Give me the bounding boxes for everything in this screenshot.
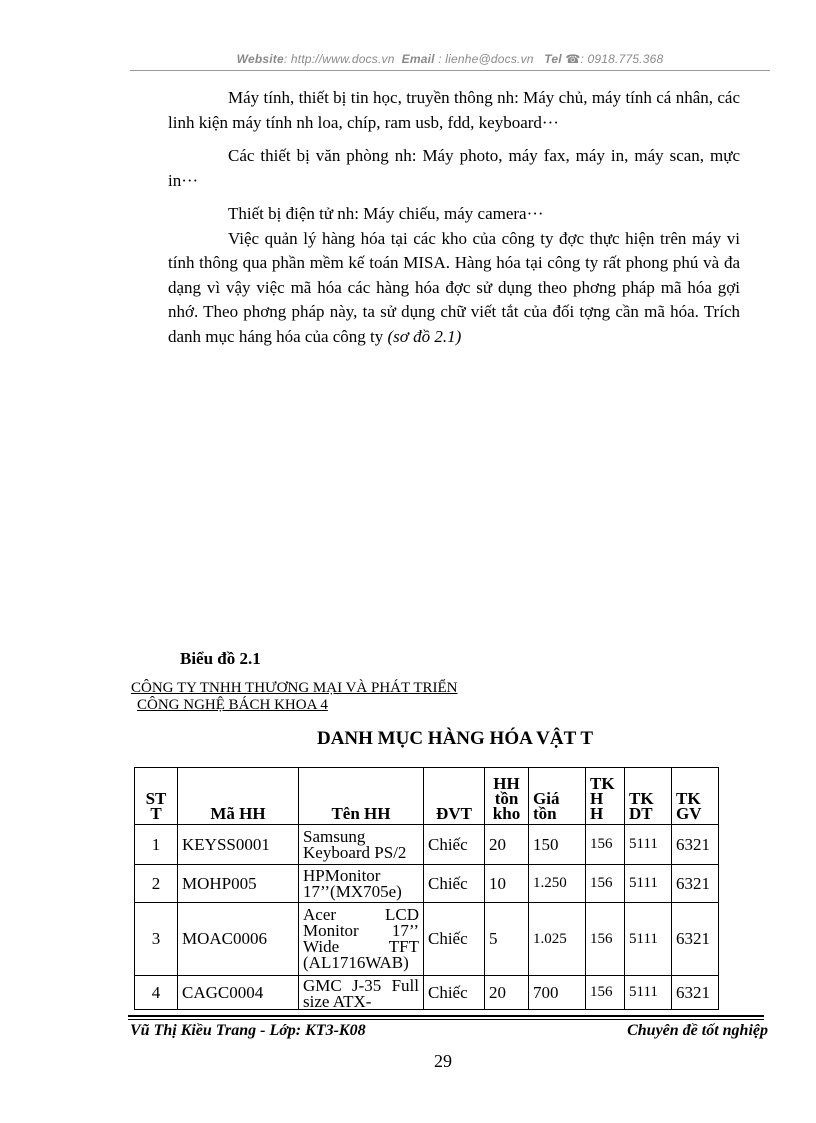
- header-dvt: ĐVT: [424, 768, 485, 825]
- header-tk-dt: TK DT: [625, 768, 672, 825]
- paragraph-computers: Máy tính, thiết bị tin học, truyền thông nh: Máy chủ, máy tính cá nhân, các linh kiện máy tính nh loa, chíp, ram usb, fdd, keyboard···: [168, 88, 740, 132]
- cell-stt: 1: [135, 825, 178, 865]
- footer-divider-thin: [128, 1019, 764, 1020]
- cell-tk-gv: 6321: [672, 976, 719, 1010]
- table-title: DANH MỤC HÀNG HÓA VẬT T: [316, 728, 594, 749]
- header-ma-hh: Mã HH: [178, 768, 299, 825]
- cell-dvt: Chiếc: [424, 903, 485, 976]
- table-header-row: [135, 768, 719, 825]
- cell-gia-ton: 150: [529, 825, 586, 865]
- tel-value: : 0918.775.368: [580, 52, 664, 66]
- paragraph-office-equipment: Các thiết bị văn phòng nh: Máy photo, máy fax, máy in, máy scan, mực in···: [168, 146, 740, 190]
- page-header: [130, 52, 770, 66]
- cell-dvt: Chiếc: [424, 825, 485, 865]
- phone-icon: ☎: [565, 52, 581, 66]
- header-gia-ton: Giá tồn: [529, 768, 586, 825]
- paragraph-electronics: Thiết bị điện tử nh: Máy chiếu, máy camera···: [228, 204, 544, 223]
- cell-tk-gv: 6321: [672, 903, 719, 976]
- tel-label: Tel: [544, 52, 562, 66]
- table-row: [135, 903, 719, 976]
- diagram-reference: (sơ đồ 2.1): [387, 326, 462, 346]
- company-line-1: CÔNG TY TNHH THƯƠNG MẠI VÀ PHÁT TRIỂN: [131, 680, 458, 696]
- company-line-2: CÔNG NGHỆ BÁCH KHOA 4: [137, 697, 328, 713]
- cell-ten-hh: Acer LCD Monitor 17’’ Wide TFT (AL1716WAB): [299, 903, 424, 976]
- cell-tk-gv: 6321: [672, 825, 719, 865]
- email-value: : lienhe@docs.vn: [438, 52, 534, 66]
- cell-ten-hh: HPMonitor 17’’(MX705e): [299, 865, 424, 903]
- header-stt: ST T: [135, 768, 178, 825]
- cell-stt: 4: [135, 976, 178, 1010]
- footer-doc-type: Chuyên đề tốt nghiệp: [627, 1022, 768, 1039]
- page-number: 29: [434, 1051, 452, 1071]
- cell-tk-dt: 5111: [625, 825, 672, 865]
- header-hh-ton-kho: HH tồn kho: [485, 768, 529, 825]
- cell-tk-hh: 156: [586, 825, 625, 865]
- cell-ma-hh: MOAC0006: [178, 903, 299, 976]
- company-name: [131, 680, 458, 714]
- cell-hh-ton-kho: 10: [485, 865, 529, 903]
- cell-stt: 2: [135, 865, 178, 903]
- cell-ma-hh: KEYSS0001: [178, 825, 299, 865]
- cell-ma-hh: CAGC0004: [178, 976, 299, 1010]
- paragraph-management: [168, 227, 740, 350]
- cell-gia-ton: 1.025: [529, 903, 586, 976]
- cell-ten-hh: Samsung Keyboard PS/2: [299, 825, 424, 865]
- header-divider: [130, 70, 770, 71]
- cell-dvt: Chiếc: [424, 865, 485, 903]
- website-value: : http://www.docs.vn: [283, 52, 395, 66]
- chart-title: Biểu đồ 2.1: [180, 649, 261, 668]
- cell-gia-ton: 700: [529, 976, 586, 1010]
- cell-hh-ton-kho: 20: [485, 976, 529, 1010]
- header-tk-hh: TK H H: [586, 768, 625, 825]
- cell-tk-dt: 5111: [625, 865, 672, 903]
- cell-ten-hh-text: GMC J-35 Full size ATX-: [303, 978, 419, 1008]
- goods-table: [134, 767, 719, 1010]
- footer-author: Vũ Thị Kiều Trang - Lớp: KT3-K08: [130, 1022, 366, 1039]
- cell-tk-hh: 156: [586, 903, 625, 976]
- cell-tk-hh: 156: [586, 865, 625, 903]
- paragraph-management-text: Việc quản lý hàng hóa tại các kho của công ty đợc thực hiện trên máy vi tính thông qua phần mềm kế toán MISA. Hàng hóa tại công ty rất phong phú và đa dạng vì vậy việc mã hóa các hàng hóa đợc sử dụng theo phơng pháp mã hóa gợi nhớ. Theo phơng pháp này, ta sử dụng chữ viết tắt của đối tợng cần mã hóa. Trích danh mục háng hóa của công ty: [168, 228, 740, 346]
- cell-ma-hh: MOHP005: [178, 865, 299, 903]
- table-row: [135, 865, 719, 903]
- cell-tk-dt: 5111: [625, 903, 672, 976]
- cell-hh-ton-kho: 5: [485, 903, 529, 976]
- cell-tk-hh: 156: [586, 976, 625, 1010]
- table-row: [135, 825, 719, 865]
- email-label: Email: [401, 52, 435, 66]
- cell-tk-gv: 6321: [672, 865, 719, 903]
- table-row: [135, 976, 719, 1010]
- website-label: Website: [236, 52, 284, 66]
- cell-stt: 3: [135, 903, 178, 976]
- body-text: [168, 86, 740, 349]
- cell-hh-ton-kho: 20: [485, 825, 529, 865]
- footer-divider-thick: [128, 1015, 764, 1017]
- cell-dvt: Chiếc: [424, 976, 485, 1010]
- header-tk-gv: TK GV: [672, 768, 719, 825]
- cell-ten-hh: [299, 976, 424, 1010]
- header-ten-hh: Tên HH: [299, 768, 424, 825]
- cell-gia-ton: 1.250: [529, 865, 586, 903]
- cell-tk-dt: 5111: [625, 976, 672, 1010]
